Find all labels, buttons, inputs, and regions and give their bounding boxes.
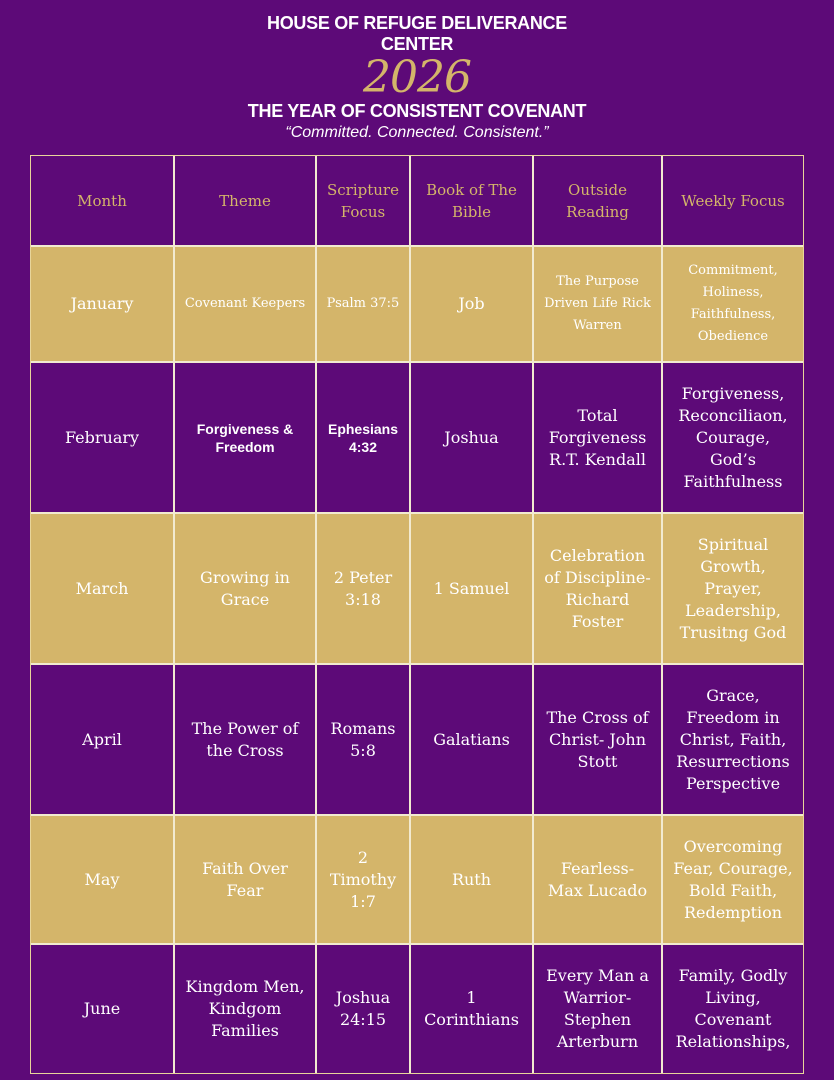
cell-month: June <box>31 945 175 1073</box>
organization-name-line1: HOUSE OF REFUGE DELIVERANCE <box>267 13 567 33</box>
organization-name-line2: CENTER <box>380 34 454 54</box>
column-header-month: Month <box>31 156 175 247</box>
column-header-weekly-focus: Weekly Focus <box>663 156 803 247</box>
cell-reading: Fearless- Max Lucado <box>534 816 663 945</box>
cell-weekly-focus: Forgiveness, Reconciliaon, Courage, God’s Faithfulness <box>663 363 803 514</box>
cell-theme: Covenant Keepers <box>175 247 317 363</box>
cell-theme: Kingdom Men, Kindgom Families <box>175 945 317 1073</box>
cell-weekly-focus: Grace, Freedom in Christ, Faith, Resurrections Perspective <box>663 665 803 816</box>
cell-scripture: Psalm 37:5 <box>317 247 411 363</box>
cell-theme: The Power of the Cross <box>175 665 317 816</box>
cell-weekly-focus: Family, Godly Living, Covenant Relationships, <box>663 945 803 1073</box>
cell-month: March <box>31 514 175 665</box>
year-theme-subtitle: THE YEAR OF CONSISTENT COVENANT <box>247 101 587 121</box>
cell-weekly-focus: Commitment, Holiness, Faithfulness, Obedience <box>663 247 803 363</box>
column-header-reading: Outside Reading <box>534 156 663 247</box>
cell-scripture: 2 Timothy 1:7 <box>317 816 411 945</box>
cell-reading: Celebration of Discipline- Richard Foster <box>534 514 663 665</box>
schedule-table <box>30 155 804 1074</box>
cell-book: Ruth <box>411 816 534 945</box>
cell-reading: Total Forgiveness R.T. Kendall <box>534 363 663 514</box>
cell-scripture: Joshua 24:15 <box>317 945 411 1073</box>
cell-theme: Growing in Grace <box>175 514 317 665</box>
cell-reading: Every Man a Warrior- Stephen Arterburn <box>534 945 663 1073</box>
cell-book: 1 Samuel <box>411 514 534 665</box>
cell-month: January <box>31 247 175 363</box>
column-header-scripture: Scripture Focus <box>317 156 411 247</box>
tagline: “Committed. Connected. Consistent.” <box>285 124 549 141</box>
cell-scripture: Romans 5:8 <box>317 665 411 816</box>
column-header-theme: Theme <box>175 156 317 247</box>
cell-theme: Forgiveness & Freedom <box>175 363 317 514</box>
cell-book: Joshua <box>411 363 534 514</box>
cell-weekly-focus: Overcoming Fear, Courage, Bold Faith, Redemption <box>663 816 803 945</box>
column-header-book: Book of The Bible <box>411 156 534 247</box>
cell-book: Job <box>411 247 534 363</box>
cell-book: Galatians <box>411 665 534 816</box>
cell-scripture: Ephesians 4:32 <box>317 363 411 514</box>
organization-name <box>0 13 834 55</box>
cell-month: February <box>31 363 175 514</box>
cell-weekly-focus: Spiritual Growth, Prayer, Leadership, Trusitng God <box>663 514 803 665</box>
cell-reading: The Cross of Christ- John Stott <box>534 665 663 816</box>
cell-theme: Faith Over Fear <box>175 816 317 945</box>
cell-month: May <box>31 816 175 945</box>
cell-reading: The Purpose Driven Life Rick Warren <box>534 247 663 363</box>
year-title: 2026 <box>363 52 471 103</box>
cell-month: April <box>31 665 175 816</box>
cell-book: 1 Corinthians <box>411 945 534 1073</box>
cell-scripture: 2 Peter 3:18 <box>317 514 411 665</box>
